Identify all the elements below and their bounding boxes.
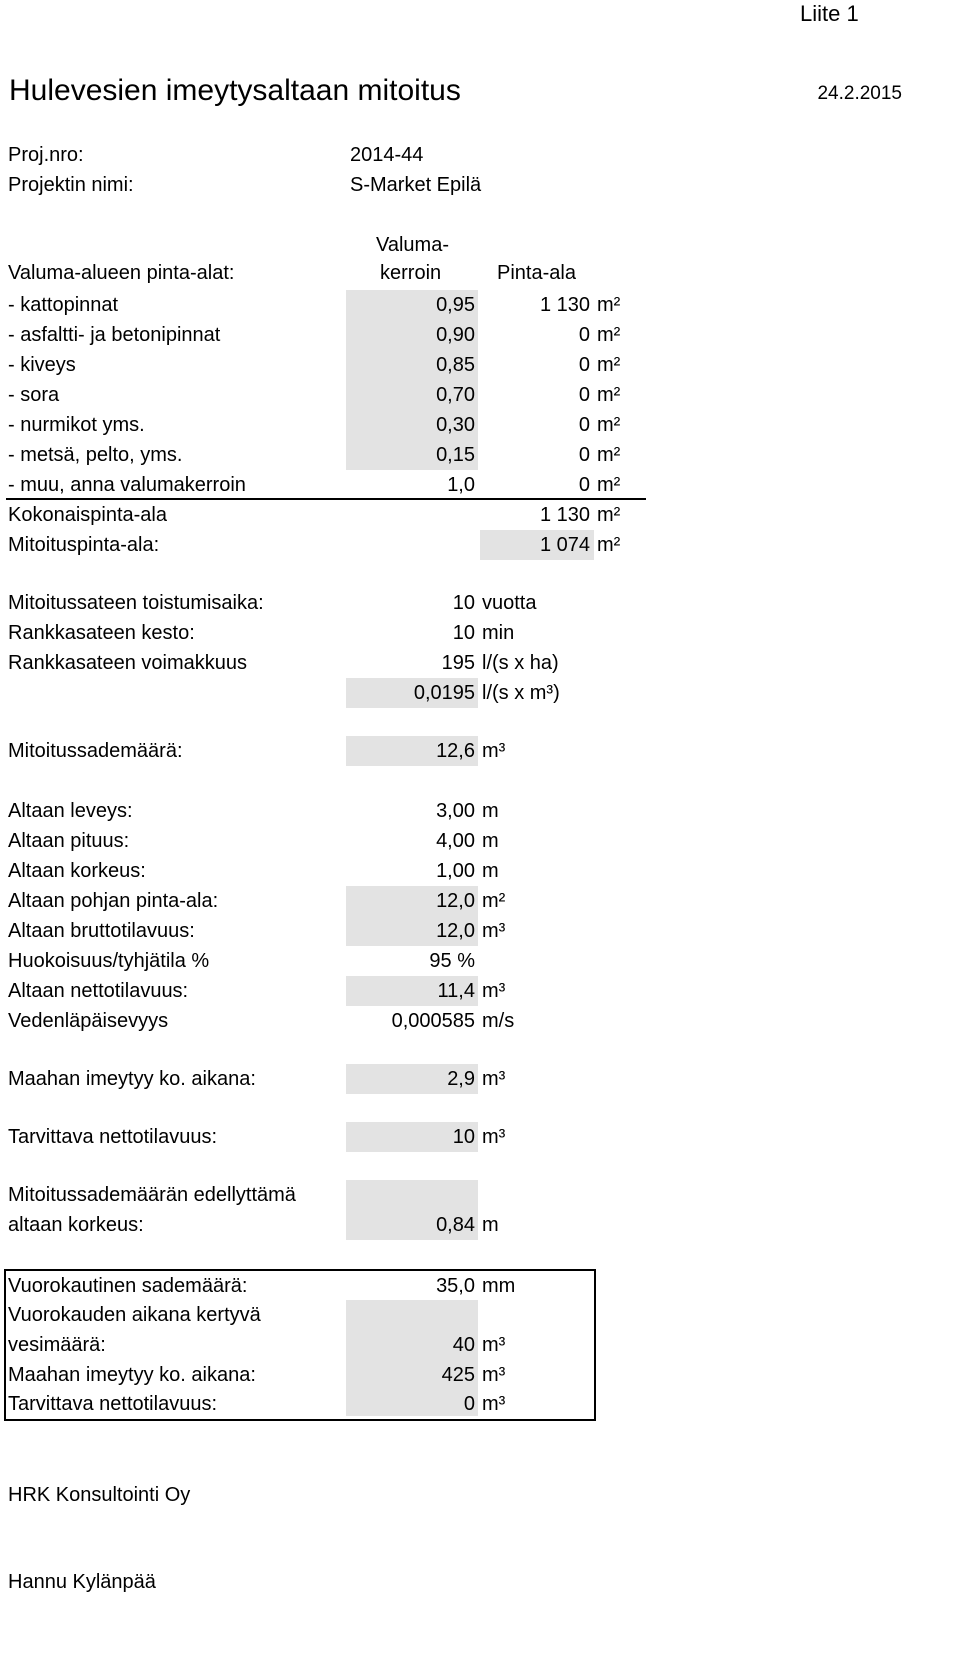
basin-gross-volume-label: Altaan bruttotilavuus: [8,920,195,942]
area-row-unit: m² [597,414,621,436]
basin-length-value[interactable]: 4,00 [436,830,475,852]
rain-intensity-m2-unit: l/(s x m³) [482,682,560,704]
project-number-value: 2014-44 [350,144,424,166]
area-row-label: - muu, anna valumakerroin [8,474,246,496]
area-row-unit: m² [597,354,621,376]
daily-required-unit: m³ [482,1393,506,1415]
basin-bottom-area-value: 12,0 [436,890,475,912]
rain-intensity-label: Rankkasateen voimakkuus [8,652,248,674]
infiltration-label: Maahan imeytyy ko. aikana: [8,1068,256,1090]
daily-rain-unit: mm [482,1275,516,1297]
required-height-unit: m [482,1214,499,1236]
daily-water-unit: m³ [482,1334,506,1356]
rain-duration-value[interactable]: 10 [452,622,475,644]
basin-length-unit: m [482,830,499,852]
basin-height-label: Altaan korkeus: [8,860,146,882]
rain-intensity-unit: l/(s x ha) [482,652,559,674]
col-coeff-header-line2: kerroin [380,262,442,284]
basin-bottom-area-label: Altaan pohjan pinta-ala: [8,890,219,912]
area-row-value[interactable]: 0 [578,354,590,376]
required-volume-unit: m³ [482,1126,506,1148]
project-name-value: S-Market Epilä [350,174,482,196]
area-row-coeff[interactable]: 0,30 [436,414,475,436]
return-period-label: Mitoitussateen toistumisaika: [8,592,264,614]
basin-gross-volume-unit: m³ [482,920,506,942]
design-area-value: 1 074 [539,534,590,556]
area-row-label: - sora [8,384,60,406]
area-row-value[interactable]: 0 [578,324,590,346]
col-coeff-header-line1: Valuma- [376,234,449,256]
page-title: Hulevesien imeytysaltaan mitoitus [9,74,461,107]
required-height-value: 0,84 [436,1214,475,1236]
basin-width-unit: m [482,800,499,822]
col-area-header: Pinta-ala [497,262,576,284]
area-row-label: - metsä, pelto, yms. [8,444,183,466]
document-date: 24.2.2015 [817,83,902,104]
total-area-label: Kokonaispinta-ala [8,504,167,526]
areas-section-label: Valuma-alueen pinta-alat: [8,262,235,284]
area-row-coeff[interactable]: 0,95 [436,294,475,316]
area-row-value[interactable]: 0 [578,384,590,406]
area-row-value[interactable]: 0 [578,414,590,436]
basin-height-unit: m [482,860,499,882]
permeability-unit: m/s [482,1010,515,1032]
basin-net-volume-value: 11,4 [437,980,475,1002]
area-row-unit: m² [597,324,621,346]
area-row-label: - kiveys [8,354,76,376]
daily-rain-label: Vuorokautinen sademäärä: [8,1275,248,1297]
area-row-coeff[interactable]: 0,85 [436,354,475,376]
basin-width-value[interactable]: 3,00 [436,800,475,822]
area-row-coeff[interactable]: 0,90 [436,324,475,346]
required-volume-label: Tarvittava nettotilavuus: [8,1126,217,1148]
rain-duration-unit: min [482,622,515,644]
daily-required-value: 0 [463,1393,475,1415]
area-row-unit: m² [597,444,621,466]
permeability-label: Vedenläpäisevyys [8,1010,169,1032]
required-volume-value: 10 [452,1126,475,1148]
return-period-value[interactable]: 10 [452,592,475,614]
daily-infiltration-value: 425 [441,1364,475,1386]
area-row-value[interactable]: 0 [578,474,590,496]
area-row-coeff[interactable]: 0,15 [436,444,475,466]
permeability-value[interactable]: 0,000585 [391,1010,475,1032]
total-area-unit: m² [597,504,621,526]
attachment-label: Liite 1 [800,1,859,26]
rain-duration-label: Rankkasateen kesto: [8,622,195,644]
design-amount-label: Mitoitussademäärä: [8,740,183,762]
return-period-unit: vuotta [482,592,537,614]
basin-length-label: Altaan pituus: [8,830,130,852]
basin-height-value[interactable]: 1,00 [436,860,475,882]
porosity-value[interactable]: 95 % [429,950,475,972]
daily-water-value: 40 [452,1334,475,1356]
project-name-label: Projektin nimi: [8,174,134,196]
area-row-value[interactable]: 1 130 [539,294,590,316]
infiltration-unit: m³ [482,1068,506,1090]
rain-intensity-m2-value: 0,0195 [413,682,475,704]
project-number-label: Proj.nro: [8,144,84,166]
daily-required-label: Tarvittava nettotilavuus: [8,1393,217,1415]
basin-net-volume-label: Altaan nettotilavuus: [8,980,189,1002]
porosity-label: Huokoisuus/tyhjätila % [8,950,210,972]
design-area-unit: m² [597,534,621,556]
daily-water-label-line2: vesimäärä: [8,1334,106,1356]
infiltration-value: 2,9 [447,1068,475,1090]
company-name: HRK Konsultointi Oy [8,1484,191,1506]
basin-bottom-area-unit: m² [482,890,506,912]
area-row-value[interactable]: 0 [578,444,590,466]
area-row-coeff[interactable]: 1,0 [447,474,475,496]
basin-width-label: Altaan leveys: [8,800,133,822]
rain-intensity-value[interactable]: 195 [441,652,475,674]
area-row-unit: m² [597,294,621,316]
required-height-label-line1: Mitoitussademäärän edellyttämä [8,1184,296,1206]
area-row-label: - asfaltti- ja betonipinnat [8,324,221,346]
design-amount-unit: m³ [482,740,506,762]
basin-net-volume-unit: m³ [482,980,506,1002]
area-row-label: - nurmikot yms. [8,414,145,436]
daily-infiltration-label: Maahan imeytyy ko. aikana: [8,1364,256,1386]
daily-infiltration-unit: m³ [482,1364,506,1386]
area-row-coeff[interactable]: 0,70 [436,384,475,406]
required-height-label-line2: altaan korkeus: [8,1214,144,1236]
total-area-value: 1 130 [539,504,590,526]
design-amount-value: 12,6 [436,740,475,762]
daily-water-label-line1: Vuorokauden aikana kertyvä [8,1304,261,1326]
design-area-label: Mitoituspinta-ala: [8,534,160,556]
basin-gross-volume-value: 12,0 [436,920,475,942]
area-row-label: - kattopinnat [8,294,119,316]
area-row-unit: m² [597,384,621,406]
author-name: Hannu Kylänpää [8,1571,156,1593]
daily-rain-value[interactable]: 35,0 [436,1275,475,1297]
area-row-unit: m² [597,474,621,496]
